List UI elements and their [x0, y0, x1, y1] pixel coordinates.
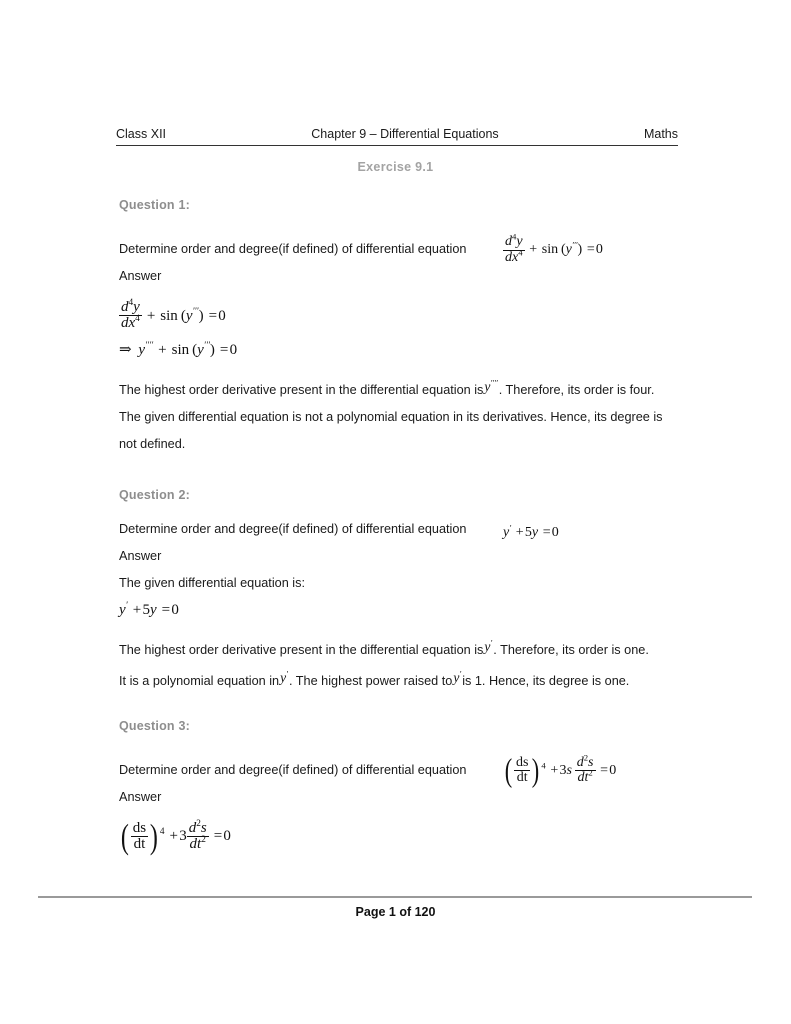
paragraph-text-after: is 1. Hence, its degree is one.	[462, 673, 630, 688]
paragraph-text-before: The highest order derivative present in the differential equation is	[119, 382, 484, 397]
question-prompt-equation-3	[503, 752, 617, 789]
question-prompt-row-2	[119, 516, 679, 543]
equation-ds-dt-pow4-3-display	[119, 816, 231, 856]
question-heading-2: Question 2:	[119, 487, 190, 502]
paren-close-glyph: )	[149, 816, 158, 856]
math-token-y-prime-a: y′	[280, 669, 288, 685]
fraction-numerator: ds	[515, 755, 529, 771]
plus-operator: +	[514, 524, 525, 540]
equals-zero: = 0	[585, 242, 603, 258]
fraction-ds-dt	[514, 756, 530, 786]
paren-close-glyph: )	[532, 752, 540, 789]
given-equation-label-2: The given differential equation is:	[119, 575, 305, 590]
paragraph-text-before: The highest order derivative present in the differential equation is	[119, 642, 484, 657]
fraction-denominator: dt	[516, 770, 528, 786]
answer-label-1: Answer	[119, 269, 162, 283]
plus-operator: +	[145, 307, 157, 324]
fraction-numerator: $d^4y$	[505, 231, 523, 250]
question-block-1	[119, 198, 679, 458]
equation-implies-y4-sin: ⇒ y′′′′ + sin (y′′′) = 0	[119, 340, 238, 358]
question-block-2	[119, 488, 679, 695]
paragraph-text-before: It is a polynomial equation in	[119, 673, 280, 688]
equation-d4y-dx4-sin: $\frac{d^4y}{dx^4}$ + sin (y′′′) = 0	[505, 231, 603, 265]
equals-zero: = 0	[599, 763, 617, 779]
equation-block-1-line-2	[119, 336, 679, 363]
question-block-3	[119, 719, 679, 857]
document-body	[119, 198, 679, 856]
fraction-d4y-dx4	[119, 300, 142, 332]
question-heading-1: Question 1:	[119, 198, 190, 212]
sin-function: sin	[160, 307, 178, 324]
equals-zero: = 0	[207, 307, 226, 324]
fraction-d2s-dt2	[575, 752, 596, 786]
equation-yprime-5y: y′ + 5y = 0	[503, 521, 559, 540]
header-class-label: Class XII	[116, 127, 167, 141]
equation-block-2-line-1	[119, 597, 679, 623]
fraction-numerator: $d^2s$	[188, 818, 207, 836]
paren-open-glyph: (	[120, 816, 129, 856]
document-header	[116, 127, 678, 146]
fraction-d4y-dx4	[503, 231, 525, 265]
coefficient-3: 3	[179, 828, 187, 845]
equals-zero: = 0	[212, 828, 231, 845]
question-prompt-text-3: Determine order and degree(if defined) of differential equation	[119, 762, 467, 777]
question-prompt-row-3	[119, 752, 679, 789]
fraction-denominator: dt	[133, 836, 146, 853]
equation-d4y-dx4-sin-display: $\frac{d^4y}{dx^4}$ + sin (y′′′) = 0	[121, 298, 226, 332]
fraction-ds-dt	[131, 821, 148, 853]
question-prompt-text-2: Determine order and degree(if defined) of differential equation	[119, 521, 467, 536]
equals-zero: = 0	[218, 341, 238, 358]
paren-close: )	[577, 242, 583, 258]
question-prompt-text-1: Determine order and degree(if defined) of differential equation	[119, 242, 467, 256]
paren-open: (	[177, 307, 186, 324]
question-prompt-equation-1	[503, 231, 603, 265]
answer-paragraph-1a	[119, 373, 679, 404]
fraction-d2s-dt2	[187, 818, 209, 853]
fraction-denominator: $dx^4$	[121, 314, 140, 332]
paragraph-text-middle: . The highest power raised to	[288, 673, 453, 688]
plus-operator: +	[528, 242, 539, 258]
parenthesized-fraction	[503, 752, 541, 789]
implies-arrow: ⇒	[119, 341, 135, 358]
exponent-4: 4	[159, 827, 165, 838]
footer-rule	[38, 896, 752, 898]
header-subject-label: Maths	[643, 127, 678, 141]
coefficient-5: 5	[142, 601, 150, 618]
paragraph-text-after: . Therefore, its order is four.	[498, 382, 655, 397]
paren-open: (	[558, 242, 566, 258]
answer-paragraph-2b	[119, 664, 679, 695]
fraction-numerator: $d^4y$	[121, 298, 140, 315]
equals-zero: = 0	[541, 524, 559, 540]
answer-paragraph-1b: The given differential equation is not a polynomial equation in its derivatives. Hence, its degree is not defined.	[119, 409, 663, 451]
fraction-denominator: $dt^2$	[189, 834, 206, 852]
footer-page-number: Page 1 of 120	[355, 905, 436, 919]
paragraph-text-after: . Therefore, its order is one.	[493, 642, 649, 657]
coefficient-5: 5	[524, 524, 532, 540]
fraction-numerator: ds	[132, 819, 147, 836]
question-prompt-row-1	[119, 231, 679, 265]
equation-yprime-5y-display: y′ + 5y = 0	[119, 600, 179, 618]
exercise-title: Exercise 9.1	[357, 160, 434, 174]
math-token-y-prime-b: y′	[453, 669, 462, 685]
paren-open-glyph: (	[504, 752, 513, 789]
fraction-denominator: $dx^4$	[505, 247, 523, 265]
sin-function: sin	[541, 242, 559, 258]
question-prompt-equation-2	[503, 523, 559, 541]
equation-block-1-line-1	[119, 296, 679, 336]
header-chapter-title: Chapter 9 – Differential Equations	[311, 127, 499, 141]
equation-block-3-line-1	[119, 817, 679, 857]
plus-operator: +	[156, 341, 168, 358]
equals-zero: = 0	[160, 601, 179, 618]
fraction-numerator: $d^2s$	[576, 752, 594, 771]
paren-open: (	[189, 341, 198, 358]
plus-operator: +	[549, 763, 560, 779]
fraction-denominator: $dt^2$	[577, 767, 593, 786]
plus-operator: +	[168, 828, 180, 845]
answer-label-3: Answer	[119, 789, 162, 804]
answer-paragraph-2a	[119, 633, 679, 664]
question-heading-3: Question 3:	[119, 718, 190, 733]
math-token-y-prime: y′	[484, 638, 493, 654]
answer-label-2: Answer	[119, 548, 162, 563]
math-token-y-quad-prime: y′′′′	[484, 378, 498, 394]
sin-function: sin	[171, 341, 190, 358]
plus-operator: +	[131, 601, 143, 618]
coefficient-3: 3	[559, 763, 567, 779]
exponent-4: 4	[541, 760, 546, 771]
parenthesized-fraction	[119, 816, 160, 856]
paren-close: )	[198, 307, 204, 324]
paren-close: )	[209, 341, 215, 358]
equation-ds-dt-pow4-3s: ( $\frac{ds}{dt}$ ) $^4$ + 3s $\frac{d^2s}{dt^2}$ = 0	[504, 752, 617, 789]
